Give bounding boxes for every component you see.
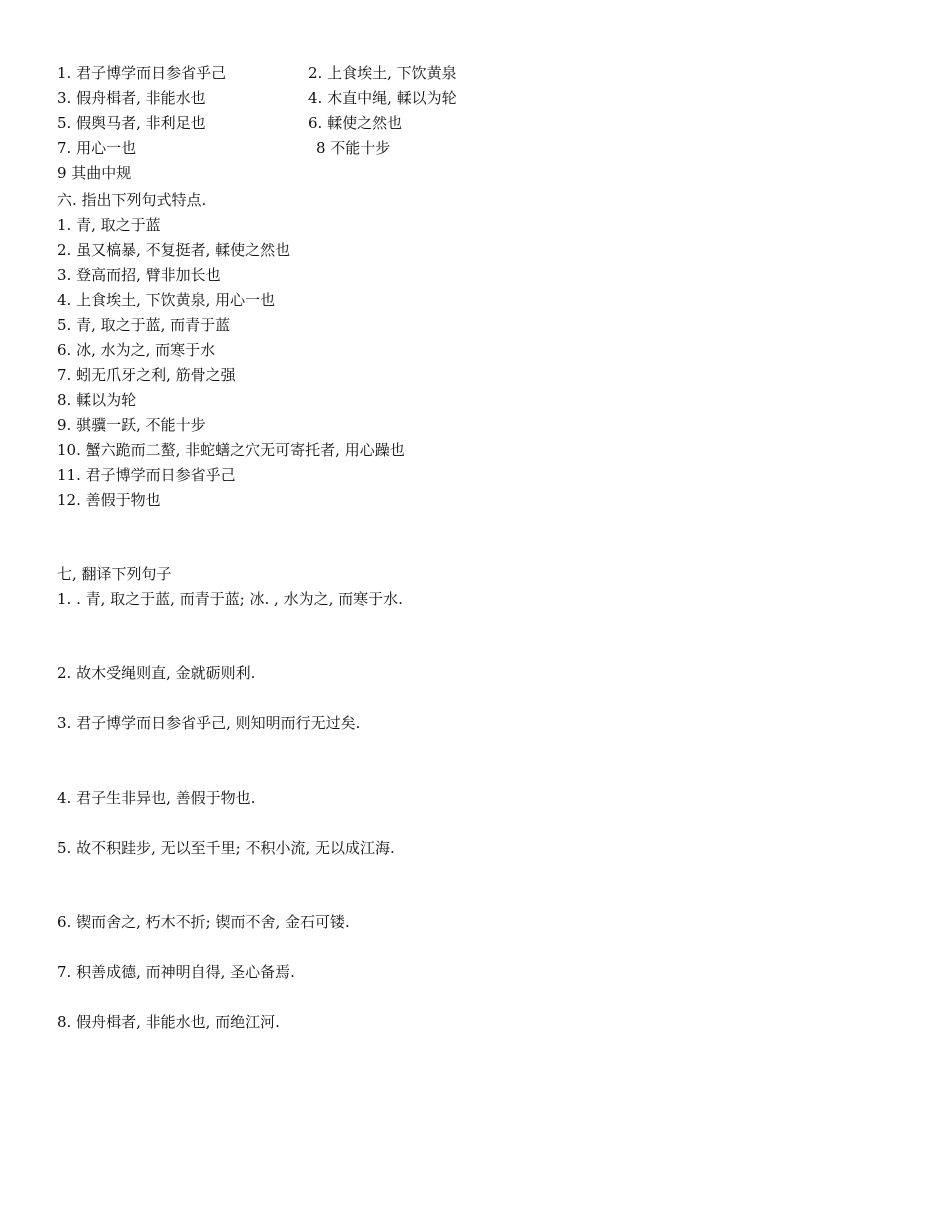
section6-item: 5. 青, 取之于蓝, 而青于蓝 <box>57 316 231 334</box>
section7-item: 5. 故不积跬步, 无以至千里; 不积小流, 无以成江海. <box>57 839 395 857</box>
section7-item: 8. 假舟楫者, 非能水也, 而绝江河. <box>57 1013 280 1031</box>
section7-item: 3. 君子博学而日参省乎己, 则知明而行无过矣. <box>57 714 361 732</box>
exercise5-row2-right: 4. 木直中绳, 輮以为轮 <box>308 89 457 107</box>
section7-item: 1. . 青, 取之于蓝, 而青于蓝; 冰. , 水为之, 而寒于水. <box>57 590 403 608</box>
exercise5-row2-left: 3. 假舟楫者, 非能水也 <box>57 89 206 107</box>
section6-item: 8. 輮以为轮 <box>57 391 137 409</box>
exercise5-row3-right: 6. 輮使之然也 <box>308 114 403 132</box>
section6-item: 1. 青, 取之于蓝 <box>57 216 161 234</box>
section7-item: 2. 故木受绳则直, 金就砺则利. <box>57 664 256 682</box>
exercise5-row1-left: 1. 君子博学而日参省乎己 <box>57 64 227 82</box>
section6-item: 11. 君子博学而日参省乎己 <box>57 466 236 484</box>
exercise5-row1-right: 2. 上食埃土, 下饮黄泉 <box>308 64 457 82</box>
exercise5-row4-right: 8 不能十步 <box>316 139 391 157</box>
section7-item: 7. 积善成德, 而神明自得, 圣心备焉. <box>57 963 295 981</box>
section6-item: 7. 蚓无爪牙之利, 筋骨之强 <box>57 366 236 384</box>
exercise5-row3-left: 5. 假舆马者, 非利足也 <box>57 114 206 132</box>
exercise5-row5-left: 9 其曲中规 <box>57 164 132 182</box>
section6-item: 3. 登高而招, 臂非加长也 <box>57 266 221 284</box>
section7-item: 4. 君子生非异也, 善假于物也. <box>57 789 256 807</box>
section6-item: 4. 上食埃土, 下饮黄泉, 用心一也 <box>57 291 276 309</box>
section7-item: 6. 锲而舍之, 朽木不折; 锲而不舍, 金石可镂. <box>57 913 350 931</box>
section6-item: 9. 骐骥一跃, 不能十步 <box>57 416 206 434</box>
section6-item: 2. 虽又槁暴, 不复挺者, 輮使之然也 <box>57 241 291 259</box>
section6-item: 6. 冰, 水为之, 而寒于水 <box>57 341 216 359</box>
section6-heading: 六. 指出下列句式特点. <box>57 191 207 209</box>
section6-item: 10. 蟹六跪而二螯, 非蛇蟮之穴无可寄托者, 用心躁也 <box>57 441 405 459</box>
section7-heading: 七, 翻译下列句子 <box>57 565 172 583</box>
exercise5-row4-left: 7. 用心一也 <box>57 139 137 157</box>
section6-item: 12. 善假于物也 <box>57 491 161 509</box>
